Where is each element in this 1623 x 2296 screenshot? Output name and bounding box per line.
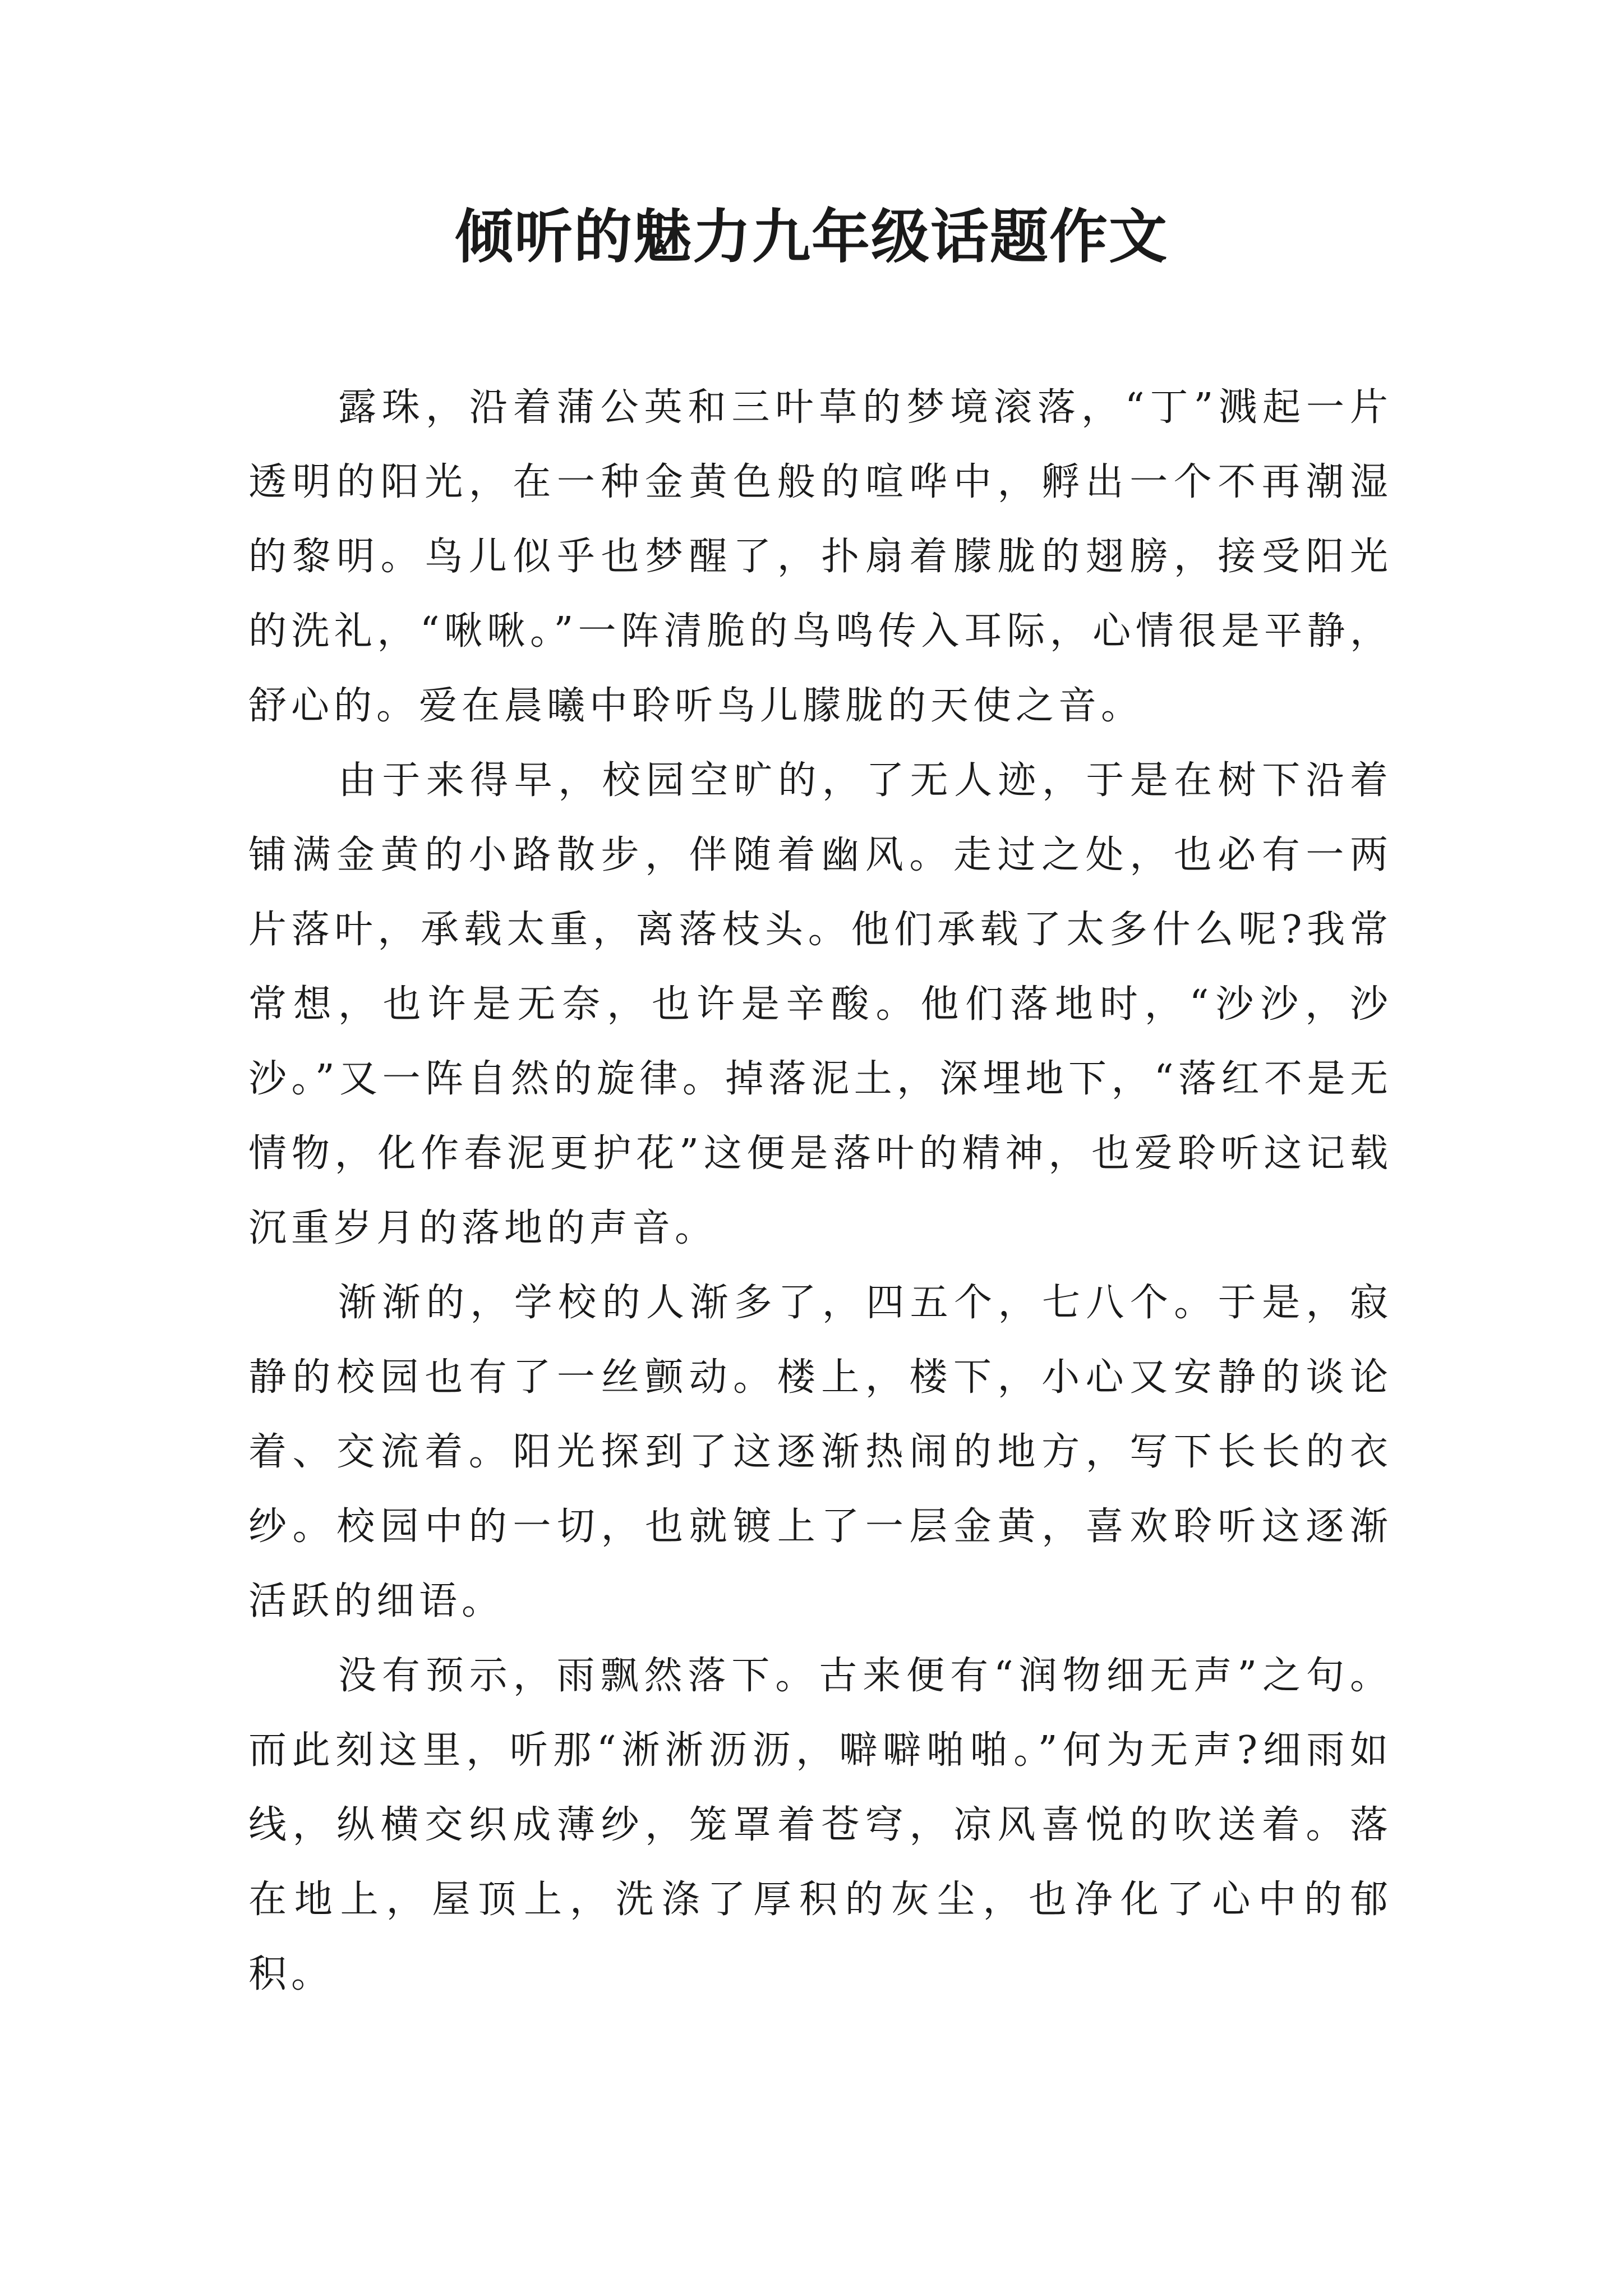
paragraph-1: 露珠，沿着蒲公英和三叶草的梦境滚落，“丁”溅起一片透明的阳光，在一种金黄色般的喧哗中，孵出一个不再潮湿的黎明。鸟儿似乎也梦醒了，扑扇着朦胧的翅膀，接受阳光的洗礼，“啾啾。”一阵清脆的鸟鸣传入耳际，心情很是平静，舒心的。爱在晨曦中聆听鸟儿朦胧的天使之音。 xyxy=(248,385,1393,728)
document-body xyxy=(248,370,1393,2012)
paragraph-2: 由于来得早，校园空旷的，了无人迹，于是在树下沿着铺满金黄的小路散步，伴随着幽风。走过之处，也必有一两片落叶，承载太重，离落枝头。他们承载了太多什么呢?我常常想，也许是无奈，也许是辛酸。他们落地时，“沙沙，沙沙。”又一阵自然的旋律。掉落泥土，深埋地下，“落红不是无情物，化作春泥更护花”这便是落叶的精神，也爱聆听这记载沉重岁月的落地的声音。 xyxy=(248,758,1393,1250)
paragraph-4: 没有预示，雨飘然落下。古来便有“润物细无声”之句。而此刻这里，听那“淅淅沥沥，噼噼啪啪。”何为无声?细雨如线，纵横交织成薄纱，笼罩着苍穹，凉风喜悦的吹送着。落在地上，屋顶上，洗涤了厚积的灰尘，也净化了心中的郁积。 xyxy=(248,1654,1393,1996)
document-title: 倾听的魅力九年级话题作文 xyxy=(454,203,1168,271)
paragraph-3: 渐渐的，学校的人渐多了，四五个，七八个。于是，寂静的校园也有了一丝颤动。楼上，楼下，小心又安静的谈论着、交流着。阳光探到了这逐渐热闹的地方，写下长长的衣纱。校园中的一切，也就镀上了一层金黄，喜欢聆听这逐渐活跃的细语。 xyxy=(248,1281,1393,1623)
